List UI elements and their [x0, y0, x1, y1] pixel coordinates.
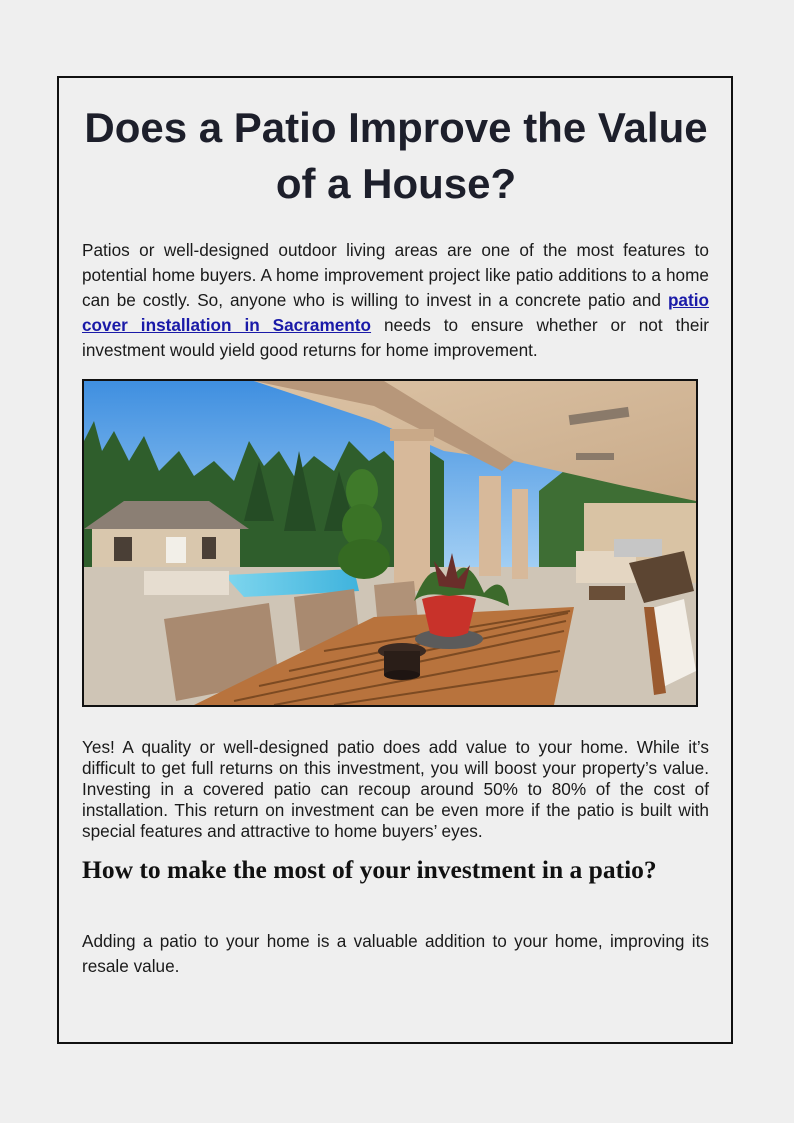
value-paragraph: Yes! A quality or well-designed patio does add value to your home. While it’s difficult to get full returns on this investment, you will boost your property’s value. Investing in a covered patio can recoup around 50% to 80% of the cost of installation. This return on investment can be even more if the patio is built with special features and attractive to home buyers’ eyes.: [82, 737, 709, 841]
intro-paragraph: [82, 238, 709, 363]
patio-cover-link[interactable]: patio cover installation in Sacramento: [82, 290, 709, 335]
intro-text-after-link: needs to ensure whether or not their investment would yield good returns for home improvement.: [82, 315, 710, 360]
section-heading: How to make the most of your investment in a patio?: [82, 855, 657, 884]
intro-text-before-link: Patios or well-designed outdoor living areas are one of the most features to potential home buyers. A home improvement project like patio additions to a home can be costly. So, anyone who is willing to invest in a concrete patio and: [82, 240, 709, 310]
patio-photo: [82, 379, 698, 707]
article-title: Does a Patio Improve the Value of a House?: [84, 104, 708, 207]
closing-paragraph: Adding a patio to your home is a valuable addition to your home, improving its resale value.: [82, 931, 709, 976]
